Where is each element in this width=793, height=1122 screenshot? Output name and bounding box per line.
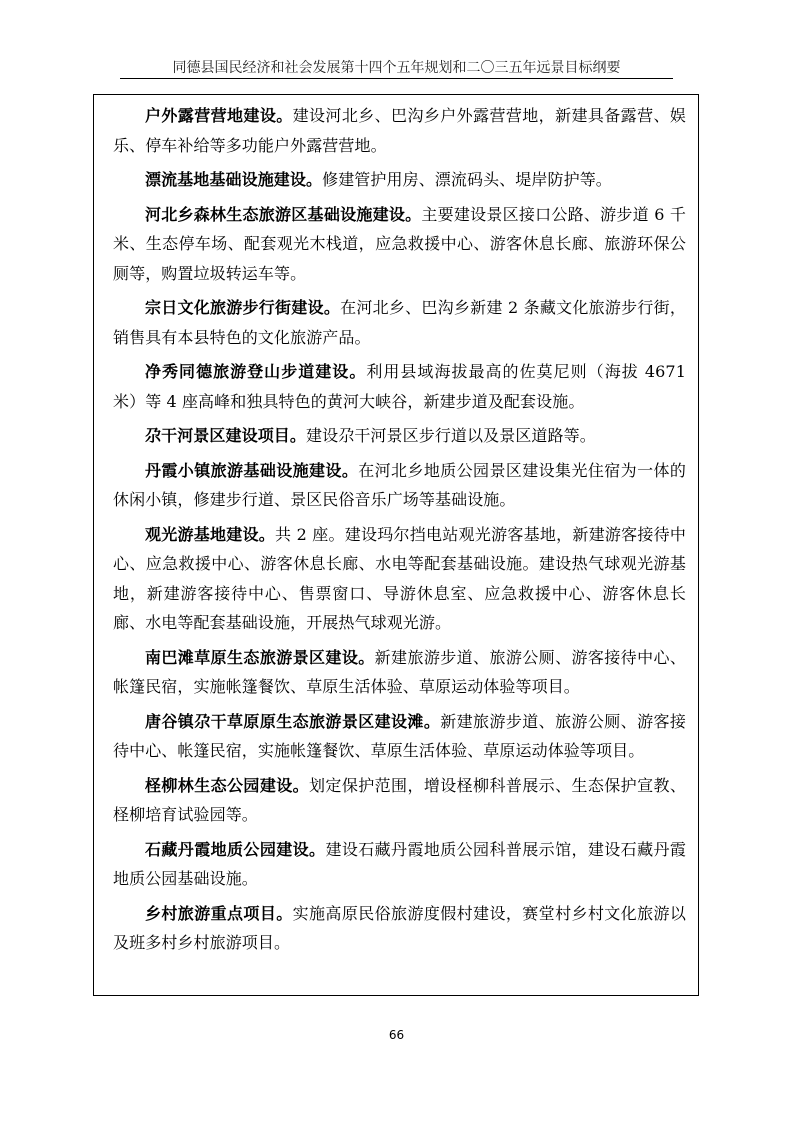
item-text: 共 2 座。建设玛尔挡电站观光游客基地，新建游客接待中心、应急救援中心、游客休息长廊、水电等配套基础设施。建设热气球观光游基地，新建游客接待中心、售票窗口、导游休息室、应急救援中心、游客休息长廊、水电等配套基础设施，开展热气球观光游。 [113, 524, 686, 632]
item-sightseeing-base [113, 520, 686, 638]
item-rural-tourism [113, 899, 686, 958]
item-title: 丹霞小镇旅游基础设施建设。 [145, 460, 359, 480]
item-text: 主要建设景区接口公路、游步道 6 千米、生态停车场、配套观光木栈道，应急救援中心、游客休息长廊、旅游环保公厕等，购置垃圾转运车等。 [113, 204, 687, 283]
item-text: 划定保护范围，增设柽柳科普展示、生态保护宣教、柽柳培育试验园等。 [113, 775, 686, 824]
item-text: 在河北乡、巴沟乡新建 2 条藏文化旅游步行街，销售具有本县特色的文化旅游产品。 [113, 298, 687, 347]
item-title: 宗日文化旅游步行街建设。 [145, 298, 341, 317]
item-text: 建设河北乡、巴沟乡户外露营营地，新建具备露营、娱乐、停车补给等多功能户外露营营地。 [113, 106, 686, 155]
item-hebei-forest [113, 200, 686, 289]
item-nanbatan-grassland [113, 643, 686, 702]
item-text: 在河北乡地质公园景区建设集光住宿为一体的休闲小镇，修建步行道、景区民俗音乐广场等基础设施。 [113, 460, 686, 509]
item-text: 实施高原民俗旅游度假村建设，赛堂村乡村文化旅游以及班多村乡村旅游项目。 [113, 903, 686, 952]
item-title: 石藏丹霞地质公园建设。 [145, 839, 326, 859]
item-text: 修建管护用房、漂流码头、堤岸防护等。 [322, 170, 612, 189]
item-text: 新建旅游步道、旅游公厕、游客接待中心、帐篷民宿，实施帐篷餐饮、草原生活体验、草原运动体验等项目。 [113, 647, 686, 696]
item-title: 河北乡森林生态旅游区基础设施建设。 [145, 204, 422, 224]
item-gagan-river [113, 421, 686, 451]
item-text: 建设石藏丹霞地质公园科普展示馆，建设石藏丹霞地质公园基础设施。 [113, 839, 686, 888]
item-zongri-street [113, 293, 686, 352]
item-text: 建设尕干河景区步行道以及景区道路等。 [306, 426, 596, 445]
item-text: 新建旅游步道、旅游公厕、游客接待中心、帐篷民宿，实施帐篷餐饮、草原生活体验、草原运动体验等项目。 [113, 711, 686, 760]
item-danxia-town [113, 456, 686, 515]
page-number: 66 [388, 1028, 405, 1042]
item-title: 观光游基地建设。 [145, 524, 276, 544]
item-title: 净秀同德旅游登山步道建设。 [145, 362, 367, 381]
item-mountain-trail [113, 357, 686, 416]
item-title: 柽柳林生态公园建设。 [145, 775, 310, 795]
item-title: 尕干河景区建设项目。 [145, 426, 307, 445]
item-title: 户外露营营地建设。 [145, 106, 293, 125]
item-tanggu-grassland [113, 707, 686, 766]
item-title: 漂流基地基础设施建设。 [145, 170, 323, 189]
item-text: 利用县域海拔最高的佐莫尼则（海拔 4671 米）等 4 座高峰和独具特色的黄河大峡谷，新建步道及配套设施。 [113, 362, 686, 411]
running-header: 同德县国民经济和社会发展第十四个五年规划和二〇三五年远景目标纲要 [172, 60, 621, 76]
item-rafting-base [113, 165, 686, 195]
item-outdoor-camp [113, 101, 686, 160]
item-tamarisk-park [113, 771, 686, 830]
item-shizang-geopark [113, 835, 686, 894]
header-rule [120, 78, 673, 79]
item-title: 乡村旅游重点项目。 [145, 903, 293, 923]
item-title: 南巴滩草原生态旅游景区建设。 [145, 647, 375, 667]
content-box [93, 94, 699, 996]
item-title: 唐谷镇尕干草原原生态旅游景区建设滩。 [145, 711, 441, 731]
